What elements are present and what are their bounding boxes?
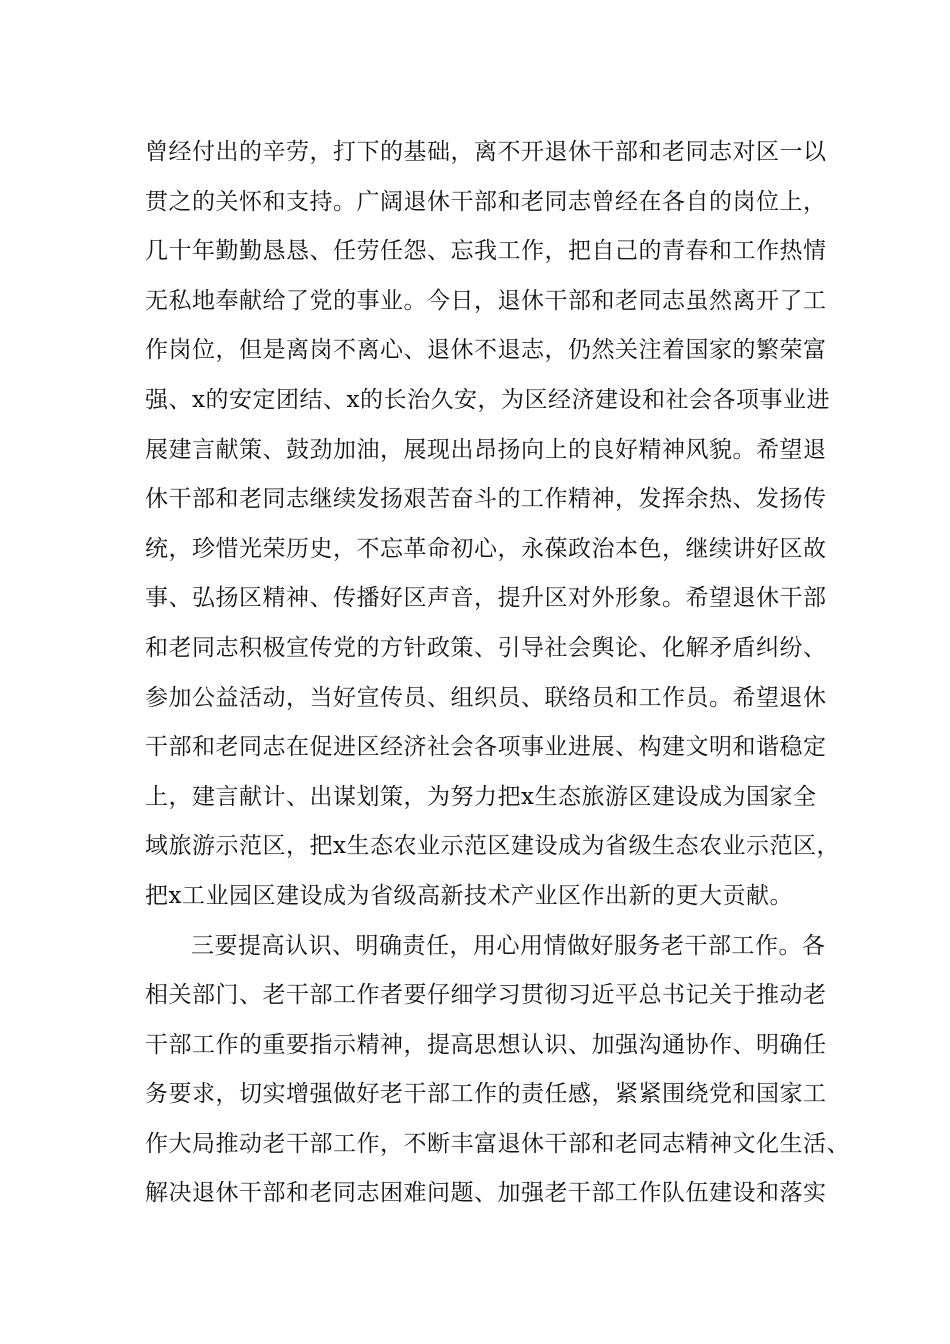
text-line: 贯之的关怀和支持。广阔退休干部和老同志曾经在各自的岗位上， <box>145 188 827 215</box>
text-line: 作大局推动老干部工作，不断丰富退休干部和老同志精神文化生活、 <box>145 1130 850 1157</box>
text-line: 域旅游示范区，把x生态农业示范区建设成为省级生态农业示范区， <box>145 833 840 860</box>
text-line: 相关部门、老干部工作者要仔细学习贯彻习近平总书记关于推动老 <box>145 982 827 1009</box>
text-line: 上，建言献计、出谋划策，为努力把x生态旅游区建设成为国家全 <box>145 783 817 810</box>
text-line: 休干部和老同志继续发扬艰苦奋斗的工作精神，发挥余热、发扬传 <box>145 486 827 513</box>
paragraph-start-line: 三要提高认识、明确责任，用心用情做好服务老干部工作。各 <box>191 932 826 959</box>
text-line: 参加公益活动，当好宣传员、组织员、联络员和工作员。希望退休 <box>145 684 827 711</box>
text-line: 把x工业园区建设成为省级高新技术产业区作出新的更大贡献。 <box>145 882 793 909</box>
text-line: 事、弘扬区精神、传播好区声音，提升区对外形象。希望退休干部 <box>145 585 827 612</box>
text-line: 干部工作的重要指示精神，提高思想认识、加强沟通协作、明确任 <box>145 1031 827 1058</box>
text-line: 曾经付出的辛劳，打下的基础，离不开退休干部和老同志对区一以 <box>145 139 827 165</box>
text-line: 几十年勤勤恳恳、任劳任怨、忘我工作，把自己的青春和工作热情 <box>145 238 827 265</box>
body-text <box>145 128 850 1219</box>
text-line: 务要求，切实增强做好老干部工作的责任感，紧紧围绕党和国家工 <box>145 1081 827 1108</box>
text-line: 强、x的安定团结、x的长治久安，为区经济建设和社会各项事业进 <box>145 386 830 413</box>
text-line: 解决退休干部和老同志困难问题、加强老干部工作队伍建设和落实 <box>145 1180 827 1207</box>
text-line: 干部和老同志在促进区经济社会各项事业进展、构建文明和谐稳定 <box>145 734 827 761</box>
text-line: 和老同志积极宣传党的方针政策、引导社会舆论、化解矛盾纠纷、 <box>145 634 827 661</box>
text-line: 统，珍惜光荣历史，不忘革命初心，永葆政治本色，继续讲好区故 <box>145 535 827 562</box>
text-line: 展建言献策、鼓劲加油，展现出昂扬向上的良好精神风貌。希望退 <box>145 436 827 463</box>
text-line: 无私地奉献给了党的事业。今日，退休干部和老同志虽然离开了工 <box>145 287 827 314</box>
text-line: 作岗位，但是离岗不离心、退休不退志，仍然关注着国家的繁荣富 <box>145 337 827 364</box>
